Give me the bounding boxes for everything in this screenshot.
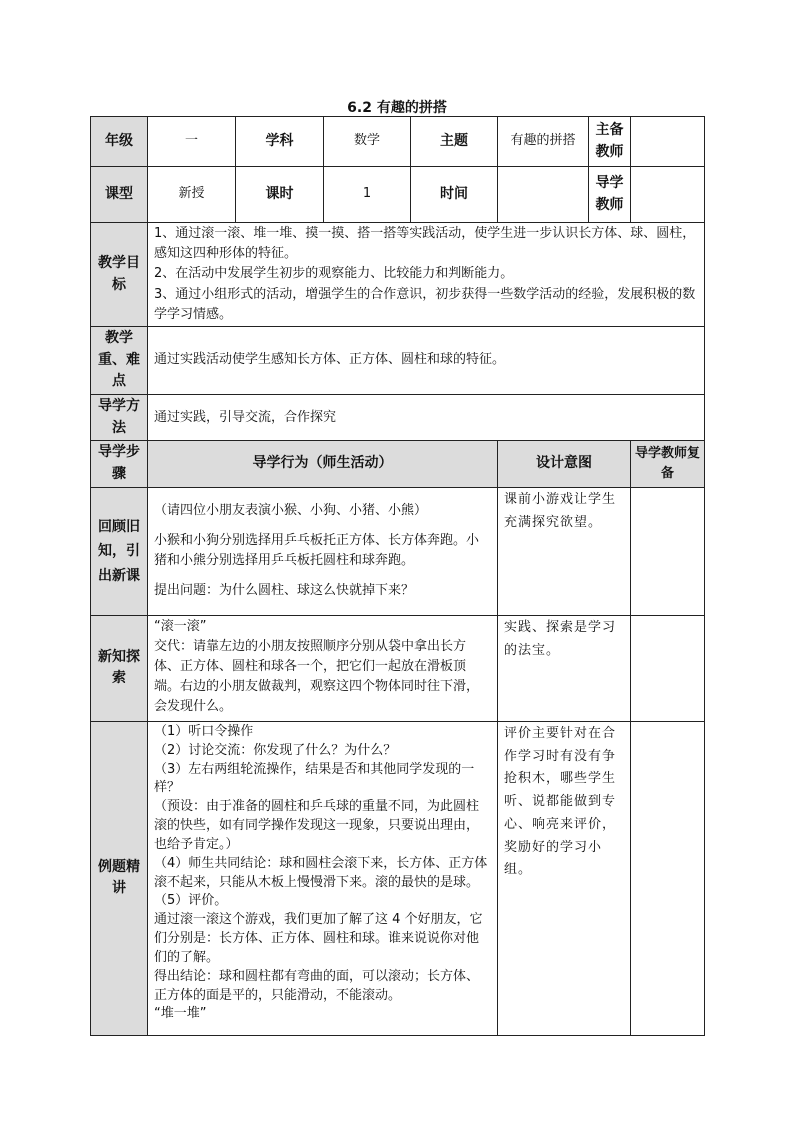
example-prep xyxy=(631,721,705,1035)
prep-header: 导学教师复备 xyxy=(631,441,705,487)
goal-item: 1、通过滚一滚、堆一堆、摸一摸、搭一搭等实践活动，使学生进一步认识长方体、球、圆柱，感知这四种形体的特征。 xyxy=(154,226,696,262)
example-label: 例题精讲 xyxy=(91,721,148,1035)
review-line: （请四位小朋友表演小猴、小狗、小猪、小熊） xyxy=(154,502,428,518)
example-line: 得出结论：球和圆柱都有弯曲的面，可以滚动；长方体、正方体的面是平的，只能滑动，不能滚动。 xyxy=(154,968,480,1003)
review-line: 小猴和小狗分别选择用乒乓板托正方体、长方体奔跑。小猪和小熊分别选择用乒乓板托圆柱和球奔跑。 xyxy=(154,532,480,569)
explore-row xyxy=(91,615,705,721)
grade-label: 年级 xyxy=(91,117,148,167)
explore-line: 交代：请靠左边的小朋友按照顺序分别从袋中拿出长方体、正方体、圆柱和球各一个，把它们一起放在滑板顶端。右边的小朋友做裁判，观察这四个物体同时往下滑，会发现什么。 xyxy=(154,638,480,715)
review-content xyxy=(148,487,498,615)
lead-teacher-label: 主备教师 xyxy=(589,117,631,167)
document-title: 6.2 有趣的拼搭 xyxy=(347,100,447,116)
info-row-2 xyxy=(91,167,705,223)
example-line: 通过滚一滚这个游戏，我们更加了解了这 4 个好朋友，它们分别是：长方体、正方体、圆柱和球。谁来说说你对他们的了解。 xyxy=(154,912,483,965)
subject-value: 数学 xyxy=(324,117,411,167)
time-value xyxy=(498,167,589,223)
review-line: 提出问题：为什么圆柱、球这么快就掉下来？ xyxy=(154,583,415,599)
topic-value: 有趣的拼搭 xyxy=(498,117,589,167)
period-label: 课时 xyxy=(236,167,324,223)
example-line: （5）评价。 xyxy=(154,893,228,909)
explore-content xyxy=(148,615,498,721)
explore-label: 新知探索 xyxy=(91,615,148,721)
example-line: （3）左右两组轮流操作，结果是否和其他同学发现的一样？ xyxy=(154,761,475,796)
guide-teacher-label: 导学教师 xyxy=(589,167,631,223)
lesson-type-label: 课型 xyxy=(91,167,148,223)
time-label: 时间 xyxy=(411,167,498,223)
review-row xyxy=(91,487,705,615)
example-line: （预设：由于准备的圆柱和乒乓球的重量不同，为此圆柱滚的快些，如有同学操作发现这一现象，只要说出理由，也给予肯定。） xyxy=(154,799,480,852)
review-intent: 课前小游戏让学生充满探究欲望。 xyxy=(498,487,631,615)
example-line: （2）讨论交流：你发现了什么？为什么？ xyxy=(154,742,397,758)
method-text: 通过实践，引导交流，合作探究 xyxy=(148,395,705,441)
goals-row xyxy=(91,223,705,327)
lesson-plan-table xyxy=(90,116,705,1036)
key-points-row xyxy=(91,327,705,395)
goals-label: 教学目标 xyxy=(91,223,148,327)
review-label: 回顾旧知，引出新课 xyxy=(91,487,148,615)
example-row xyxy=(91,721,705,1035)
example-line: （1）听口令操作 xyxy=(154,723,254,739)
steps-header-row xyxy=(91,441,705,487)
explore-line: “滚一滚” xyxy=(154,618,207,634)
explore-prep xyxy=(631,615,705,721)
review-prep xyxy=(631,487,705,615)
grade-value: 一 xyxy=(148,117,236,167)
info-row-1 xyxy=(91,117,705,167)
steps-label: 导学步骤 xyxy=(91,441,148,487)
period-value: 1 xyxy=(324,167,411,223)
lead-teacher-value xyxy=(631,117,705,167)
key-points-label: 教学重、难点 xyxy=(91,327,148,395)
goal-item: 2、在活动中发展学生初步的观察能力、比较能力和判断能力。 xyxy=(154,266,514,282)
explore-intent: 实践、探索是学习的法宝。 xyxy=(498,615,631,721)
topic-label: 主题 xyxy=(411,117,498,167)
activity-header: 导学行为（师生活动） xyxy=(148,441,498,487)
method-row xyxy=(91,395,705,441)
example-line: （4）师生共同结论：球和圆柱会滚下来，长方体、正方体滚不起来，只能从木板上慢慢滑下来。滚的最快的是球。 xyxy=(154,855,488,890)
method-label: 导学方法 xyxy=(91,395,148,441)
subject-label: 学科 xyxy=(236,117,324,167)
goal-item: 3、通过小组形式的活动，增强学生的合作意识，初步获得一些数学活动的经验，发展积极的数学学习情感。 xyxy=(154,286,696,322)
goals-content xyxy=(148,223,705,327)
intent-header: 设计意图 xyxy=(498,441,631,487)
example-line: “堆一堆” xyxy=(154,1006,207,1022)
key-points-text: 通过实践活动使学生感知长方体、正方体、圆柱和球的特征。 xyxy=(148,327,705,395)
guide-teacher-value xyxy=(631,167,705,223)
example-intent: 评价主要针对在合作学习时有没有争抢积木，哪些学生听、说都能做到专心、响亮来评价，奖励好的学习小组。 xyxy=(498,721,631,1035)
example-content xyxy=(148,721,498,1035)
lesson-type-value: 新授 xyxy=(148,167,236,223)
